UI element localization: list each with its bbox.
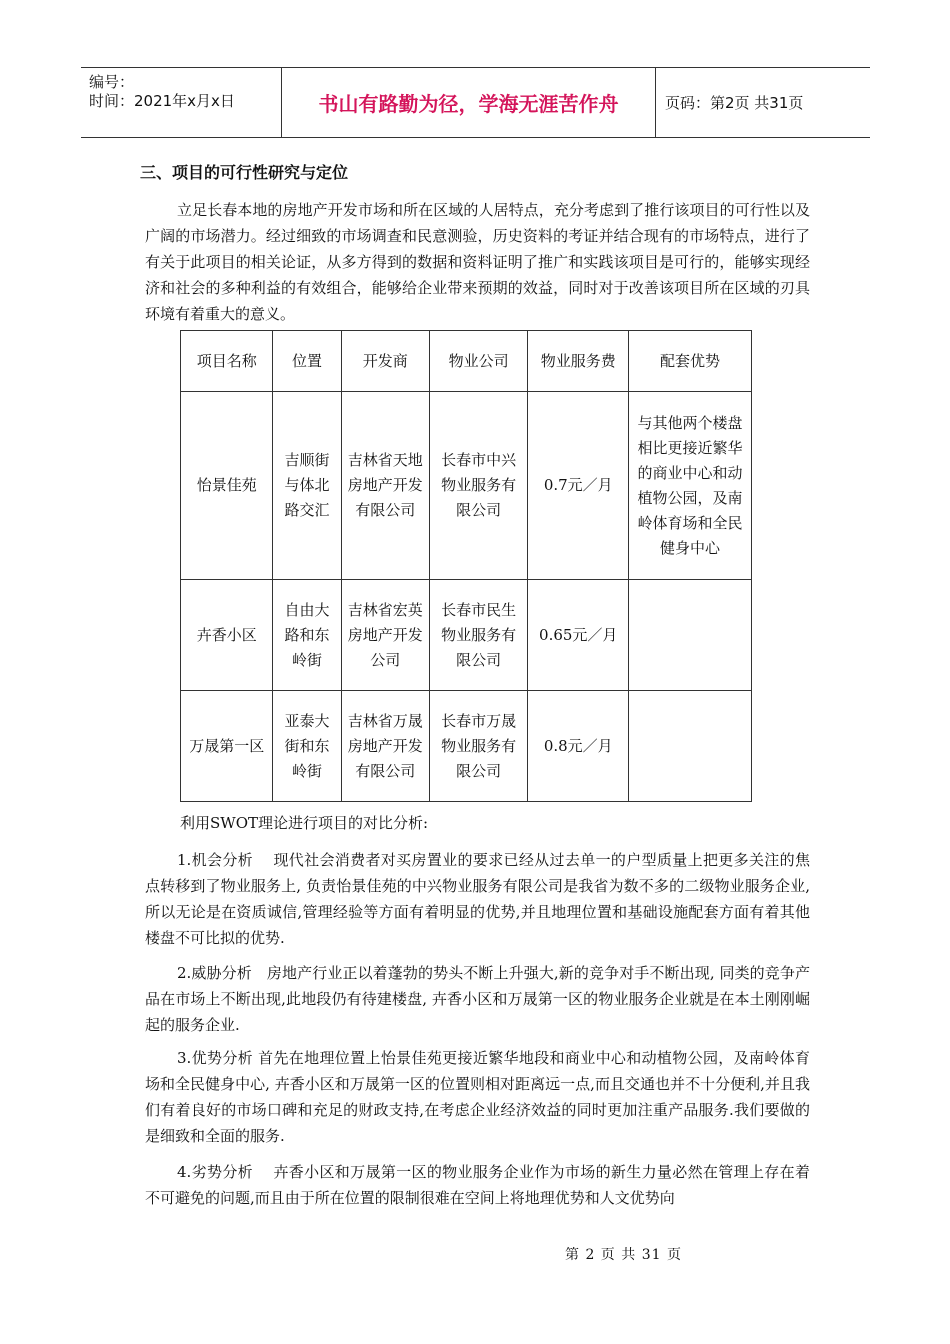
table-cell: 吉顺街与体北路交汇 xyxy=(273,392,341,580)
table-row xyxy=(181,691,752,802)
table-cell: 0.65元／月 xyxy=(528,580,629,691)
table-header-cell: 开发商 xyxy=(341,331,429,392)
table-cell: 吉林省天地房地产开发有限公司 xyxy=(341,392,429,580)
page-footer: 第 2 页 共 31 页 xyxy=(565,1247,682,1263)
table-cell: 吉林省万晟房地产开发有限公司 xyxy=(341,691,429,802)
table-row xyxy=(181,392,752,580)
table-cell: 0.8元／月 xyxy=(528,691,629,802)
table-cell: 怡景佳苑 xyxy=(181,392,273,580)
swot-threat-paragraph: 2.威胁分析 房地产行业正以着蓬勃的势头不断上升强大,新的竞争对手不断出现, 同类的竞争产品在市场上不断出现,此地段仍有待建楼盘, 卉香小区和万晟第一区的物业服务企业就是在本土刚刚崛起的服务企业. xyxy=(145,964,810,1034)
project-comparison-table xyxy=(180,330,752,802)
table-cell: 亚泰大街和东岭街 xyxy=(273,691,341,802)
table-cell: 卉香小区 xyxy=(181,580,273,691)
table-header-cell: 物业服务费 xyxy=(528,331,629,392)
header-number-label: 编号： xyxy=(89,73,135,91)
swot-opportunity-paragraph: 1.机会分析 现代社会消费者对买房置业的要求已经从过去单一的户型质量上把更多关注的焦点转移到了物业服务上, 负责怡景佳苑的中兴物业服务有限公司是我省为数不多的二级物业服务企业,所以无论是在资质诚信,管理经验等方面有着明显的优势,并且地理位置和基础设施配套方面有着其他楼盘不可比拟的优势. xyxy=(145,851,810,947)
table-cell: 长春市中兴物业服务有限公司 xyxy=(429,392,528,580)
table-row xyxy=(181,580,752,691)
table-header-cell: 项目名称 xyxy=(181,331,273,392)
table-cell xyxy=(629,691,752,802)
table-cell: 0.7元／月 xyxy=(528,392,629,580)
header-page-info: 页码：第2页 共31页 xyxy=(665,94,804,112)
swot-intro: 利用SWOT理论进行项目的对比分析: xyxy=(180,814,429,832)
table-cell: 长春市万晟物业服务有限公司 xyxy=(429,691,528,802)
page-header xyxy=(81,67,870,138)
table-cell: 与其他两个楼盘相比更接近繁华的商业中心和动植物公园，及南岭体育场和全民健身中心 xyxy=(629,392,752,580)
table-cell: 自由大路和东岭街 xyxy=(273,580,341,691)
table-header-cell: 配套优势 xyxy=(629,331,752,392)
table-cell: 万晟第一区 xyxy=(181,691,273,802)
header-time-label: 时间：2021年x月x日 xyxy=(89,92,235,110)
swot-strength-paragraph: 3.优势分析 首先在地理位置上怡景佳苑更接近繁华地段和商业中心和动植物公园，及南岭体育场和全民健身中心, 卉香小区和万晟第一区的位置则相对距离远一点,而且交通也并不十分便利,并且我们有着良好的市场口碑和充足的财政支持,在考虑企业经济效益的同时更加注重产品服务.我们要做的是细致和全面的服务. xyxy=(145,1049,810,1145)
table-header-cell: 位置 xyxy=(273,331,341,392)
swot-weakness-paragraph: 4.劣势分析 卉香小区和万晟第一区的物业服务企业作为市场的新生力量必然在管理上存在着不可避免的问题,而且由于所在位置的限制很难在空间上将地理优势和人文优势向 xyxy=(145,1163,810,1207)
table-header-row xyxy=(181,331,752,392)
intro-paragraph: 立足长春本地的房地产开发市场和所在区域的人居特点，充分考虑到了推行该项目的可行性以及广阔的市场潜力。经过细致的市场调查和民意测验，历史资料的考证并结合现有的市场特点，进行了有关于此项目的相关论证，从多方得到的数据和资料证明了推广和实践该项目是可行的，能够实现经济和社会的多种利益的有效组合，能够给企业带来预期的效益，同时对于改善该项目所在区域的刃具环境有着重大的意义。 xyxy=(145,201,810,323)
header-motto: 书山有路勤为径，学海无涯苦作舟 xyxy=(281,68,656,137)
table-cell xyxy=(629,580,752,691)
table-header-cell: 物业公司 xyxy=(429,331,528,392)
table-cell: 吉林省宏英房地产开发公司 xyxy=(341,580,429,691)
section-title: 三、项目的可行性研究与定位 xyxy=(140,163,349,182)
table-cell: 长春市民生物业服务有限公司 xyxy=(429,580,528,691)
header-meta xyxy=(81,68,281,137)
